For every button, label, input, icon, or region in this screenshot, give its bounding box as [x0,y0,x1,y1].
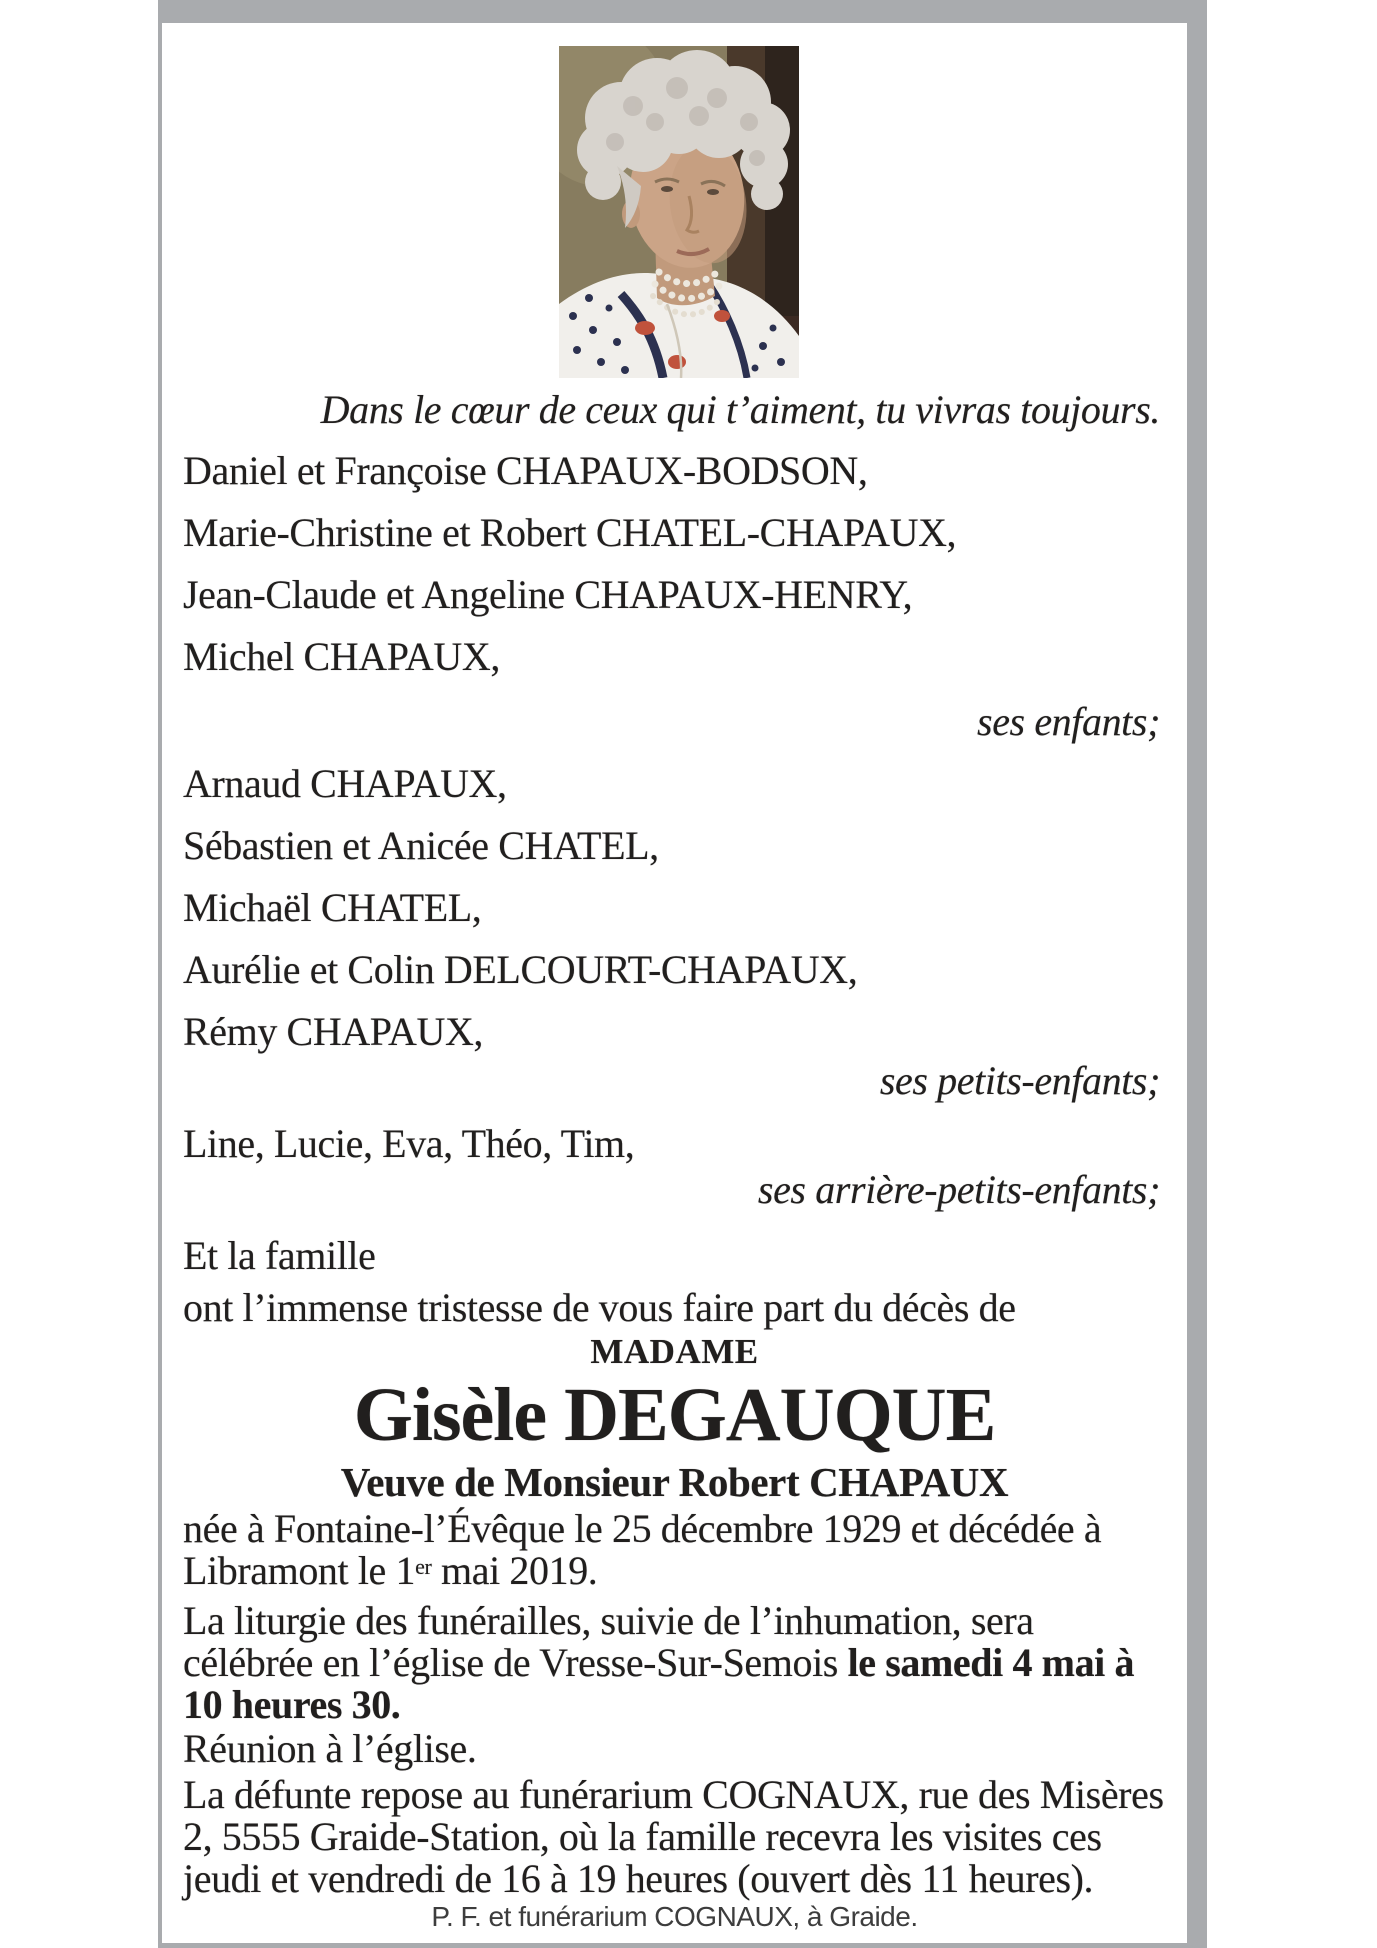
grandchild-line: Aurélie et Colin DELCOURT-CHAPAUX, [183,947,858,992]
liturgy-line: célébrée en l’église de Vresse-Sur-Semois le samedi 4 mai à [183,1640,1135,1685]
repose-line: jeudi et vendredi de 16 à 19 heures (ouvert dès 11 heures). [183,1856,1094,1901]
child-line: Michel CHAPAUX, [183,634,500,679]
grandchildren-tag: ses petits-enfants; [879,1058,1160,1103]
card-content [162,23,1187,1943]
reunion-line: Réunion à l’église. [183,1726,477,1771]
liturgy-line: La liturgie des funérailles, suivie de l’inhumation, sera [183,1598,1034,1643]
epitaph-quote: Dans le cœur de ceux qui t’aiment, tu vivras toujours. [320,387,1160,432]
funeral-home-credit: P. F. et funérarium COGNAUX, à Graide. [431,1901,918,1932]
repose-line: La défunte repose au funérarium COGNAUX, rue des Misères [183,1772,1164,1817]
grandchild-line: Rémy CHAPAUX, [183,1009,484,1054]
service-time: 10 heures 30. [183,1682,401,1727]
portrait-photo [559,46,799,378]
children-tag: ses enfants; [977,699,1160,744]
child-line: Daniel et Françoise CHAPAUX-BODSON, [183,448,868,493]
great-grandchildren-tag: ses arrière-petits-enfants; [757,1167,1160,1212]
repose-line: 2, 5555 Graide-Station, où la famille recevra les visites ces [183,1814,1102,1859]
deceased-title: MADAME [590,1332,759,1371]
mourning-card [162,23,1187,1943]
family-line: Et la famille [183,1233,376,1278]
announcement-line: ont l’immense tristesse de vous faire part du décès de [183,1285,1016,1330]
birth-death-line: Libramont le 1er mai 2019. [183,1548,598,1593]
service-datetime: le samedi 4 mai à [847,1640,1135,1685]
ordinal-superscript: er [415,1554,432,1580]
grandchild-line: Sébastien et Anicée CHATEL, [183,823,659,868]
card-frame [158,0,1207,1948]
grandchild-line: Michaël CHATEL, [183,885,482,930]
child-line: Jean-Claude et Angeline CHAPAUX-HENRY, [183,572,913,617]
child-line: Marie-Christine et Robert CHATEL-CHAPAUX, [183,510,957,555]
great-grandchild-line: Line, Lucie, Eva, Théo, Tim, [183,1121,635,1166]
grandchild-line: Arnaud CHAPAUX, [183,761,507,806]
deceased-subtitle: Veuve de Monsieur Robert CHAPAUX [340,1459,1009,1505]
deceased-name: Gisèle DEGAUQUE [353,1373,996,1457]
birth-death-line: née à Fontaine-l’Évêque le 25 décembre 1929 et décédée à [183,1506,1102,1551]
